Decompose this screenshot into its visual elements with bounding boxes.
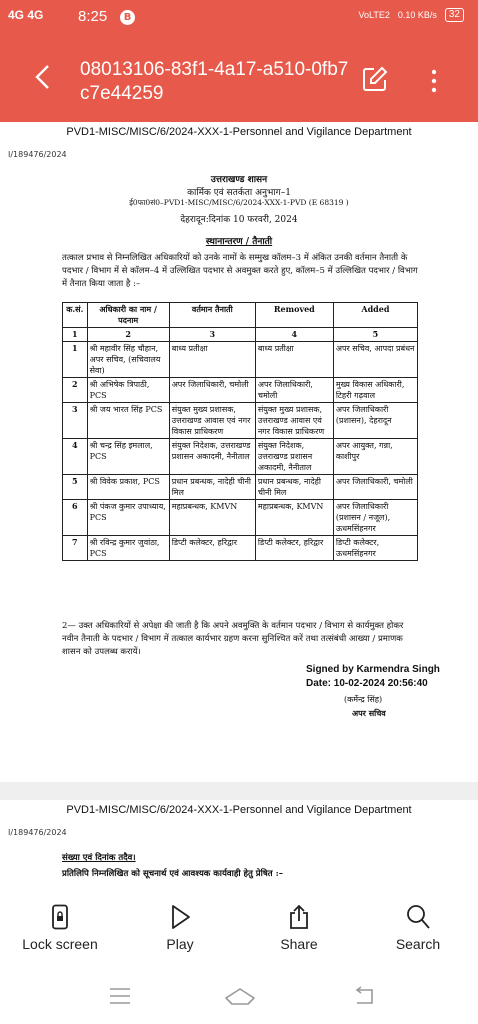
table-cell: श्री अभिषेक त्रिपाठी, PCS [87,378,169,403]
table-cell: संयुक्त निदेशक, उत्तराखण्ड प्रशासन अकादमी, नैनीताल [169,439,255,475]
table-cell: श्री चन्द्र सिंह इमलाल, PCS [87,439,169,475]
signer-designation: अपर सचिव [352,708,386,718]
table-cell: महाप्रबन्धक, KMVN [169,500,255,536]
lock-icon [48,904,72,930]
col-number: 3 [169,328,255,342]
play-button[interactable] [130,904,230,952]
table-row [63,475,418,500]
table-colnum-row [63,328,418,342]
table-cell: मुख्य विकास अधिकारी, टिहरी गढ़वाल [333,378,417,403]
col-header: Added [333,303,417,328]
table-cell: प्रधान प्रबन्धक, नादेही चीनी मिल [169,475,255,500]
col-header: अधिकारी का नाम / पदनाम [87,303,169,328]
col-header: Removed [255,303,333,328]
lock-screen-button[interactable] [10,904,110,952]
transfer-table [62,302,418,561]
table-cell: संयुक्त मुख्य प्रशासक, उत्तराखण्ड आवास एवं नगर विकास प्राधिकरण [255,403,333,439]
app-bar [0,36,478,122]
table-cell: 3 [63,403,88,439]
back-icon[interactable] [352,986,376,1006]
table-row [63,439,418,475]
arrow-left-icon[interactable] [28,62,58,92]
signer-name: (कर्मेन्द्र सिंह) [344,695,383,704]
table-row [63,378,418,403]
table-cell: श्री विवेक प्रकाश, PCS [87,475,169,500]
more-vert-icon[interactable] [424,68,444,94]
table-header-row [63,303,418,328]
table-cell: 7 [63,536,88,561]
search-label: Search [395,936,441,952]
document-page-2 [0,800,478,890]
table-cell: अपर जिलाधिकारी, चमोली [169,378,255,403]
table-cell: बाध्य प्रतीक्षा [169,342,255,378]
col-number: 1 [63,328,88,342]
table-cell: संयुक्त मुख्य प्रशासक, उत्तराखण्ड आवास एवं नगर विकास प्राधिकरण [169,403,255,439]
table-cell: अपर आयुक्त, गन्ना, काशीपुर [333,439,417,475]
col-header: क.सं. [63,303,88,328]
table-cell: अपर जिलाधिकारी, चमोली [333,475,417,500]
edit-icon[interactable] [362,66,388,92]
document-page-1 [0,122,478,782]
copy-line-1: संख्या एवं दिनांक तदैव। [62,853,136,863]
table-row [63,342,418,378]
signal-indicator: 4G 4G [8,8,44,22]
table-cell: 4 [63,439,88,475]
network-speed: 0.10 KB/s [397,10,437,20]
col-number: 4 [255,328,333,342]
table-cell: 1 [63,342,88,378]
table-cell: श्री पंकज कुमार उपाध्याय, PCS [87,500,169,536]
table-cell: डिप्टी कलेक्टर, हरिद्वार [255,536,333,561]
table-cell: अपर सचिव, आपदा प्रबंधन [333,342,417,378]
paragraph-2: 2— उक्त अधिकारियों से अपेक्षा की जाती है कि अपने अवमुक्ति के वर्तमान पदभार / विभाग से कार्यमुक्त होकर नवीन तैनाती के पदभार / विभाग में तत्काल कार्यभार ग्रहण करना सुनिश्चित करें तथा तत्संबंधी आख्या / प्रमाणक शासन को उपलब्ध करायें। [62,621,404,657]
table-cell: अपर जिलाधिकारी, चमोली [255,378,333,403]
document-title: 08013106-83f1-4a17-a510-0fb7c7e44259 [80,59,349,104]
status-bar [0,0,478,36]
status-right [358,8,464,22]
table-cell: 6 [63,500,88,536]
page-header: PVD1-MISC/MISC/6/2024-XXX-1-Personnel and Vigilance Department [66,126,412,138]
system-nav-bar [0,972,478,1024]
table-cell: श्री जय भारत सिंह PCS [87,403,169,439]
table-cell: महाप्रबन्धक, KMVN [255,500,333,536]
table-cell: श्री रविन्द्र कुमार जुवांठा, PCS [87,536,169,561]
volte-indicator: VoLTE2 [358,10,390,20]
home-icon[interactable] [224,986,256,1006]
share-button[interactable] [249,904,349,952]
signed-by: Signed by Karmendra Singh [306,664,440,675]
table-row [63,500,418,536]
dept-title: कार्मिक एवं सतर्कता अनुभाग–1 [187,188,291,198]
page-header: PVD1-MISC/MISC/6/2024-XXX-1-Personnel and Vigilance Department [66,804,412,816]
play-icon [168,904,192,930]
table-cell: 5 [63,475,88,500]
table-cell: अपर जिलाधिकारी (प्रशासन / नजूल), ऊधमसिंहनगर [333,500,417,536]
table-row [63,536,418,561]
lock-screen-label: Lock screen [22,936,98,952]
table-cell: बाध्य प्रतीक्षा [255,342,333,378]
notification-b-icon: B [120,10,135,25]
paragraph-1: तत्काल प्रभाव से निम्नलिखित अधिकारियों को उनके नामों के सम्मुख कॉलम–3 में अंकित उनकी वर्तमान तैनाती के पदभार / विभाग में से कॉलम–4 में उल्लिखित पदभार से अवमुक्त करते हुए, कॉलम–5 में उल्लिखित पदभार / विभाग में तैनात किया जाता है :– [62,253,418,289]
signed-date: Date: 10-02-2024 20:56:40 [306,678,428,689]
table-cell: श्री महावीर सिंह चौहान, अपर सचिव, (सचिवालय सेवा) [87,342,169,378]
table-cell: प्रधान प्रबन्धक, नादेही चीनी मिल [255,475,333,500]
menu-icon[interactable] [108,986,132,1006]
reference-number: I/189476/2024 [8,828,67,837]
col-header: वर्तमान तैनाती [169,303,255,328]
subject: स्थानान्तरण / तैनाती [205,237,273,247]
clock: 8:25 [78,8,108,25]
table-cell: संयुक्त निदेशक, उत्तराखण्ड प्रशासन अकादमी, नैनीताल [255,439,333,475]
bottom-toolbar [0,890,478,972]
col-number: 2 [87,328,169,342]
play-label: Play [166,936,194,952]
col-number: 5 [333,328,417,342]
share-label: Share [280,936,318,952]
table-cell: अपर जिलाधिकारी (प्रशासन), देहरादून [333,403,417,439]
gov-title: उत्तराखण्ड शासन [210,175,268,185]
copy-line-2: प्रतिलिपि निम्नलिखित को सूचनार्थ एवं आवश्यक कार्यवाही हेतु प्रेषित :– [62,869,283,879]
date-line: देहरादून:दिनांक 10 फरवरी, 2024 [180,215,298,225]
share-icon [287,904,311,930]
table-row [63,403,418,439]
reference-number: I/189476/2024 [8,150,67,159]
search-icon [406,904,430,930]
search-button[interactable] [368,904,468,952]
document-viewer[interactable] [0,122,478,890]
table-cell: 2 [63,378,88,403]
efile-number: ई0फा0सं0–PVD1-MISC/MISC/6/2024-XXX-1-PVD (E 68319 ) [129,198,349,207]
table-cell: डिप्टी कलेक्टर, ऊधमसिंहनगर [333,536,417,561]
table-cell: डिप्टी कलेक्टर, हरिद्वार [169,536,255,561]
battery-icon: 32 [445,8,464,22]
